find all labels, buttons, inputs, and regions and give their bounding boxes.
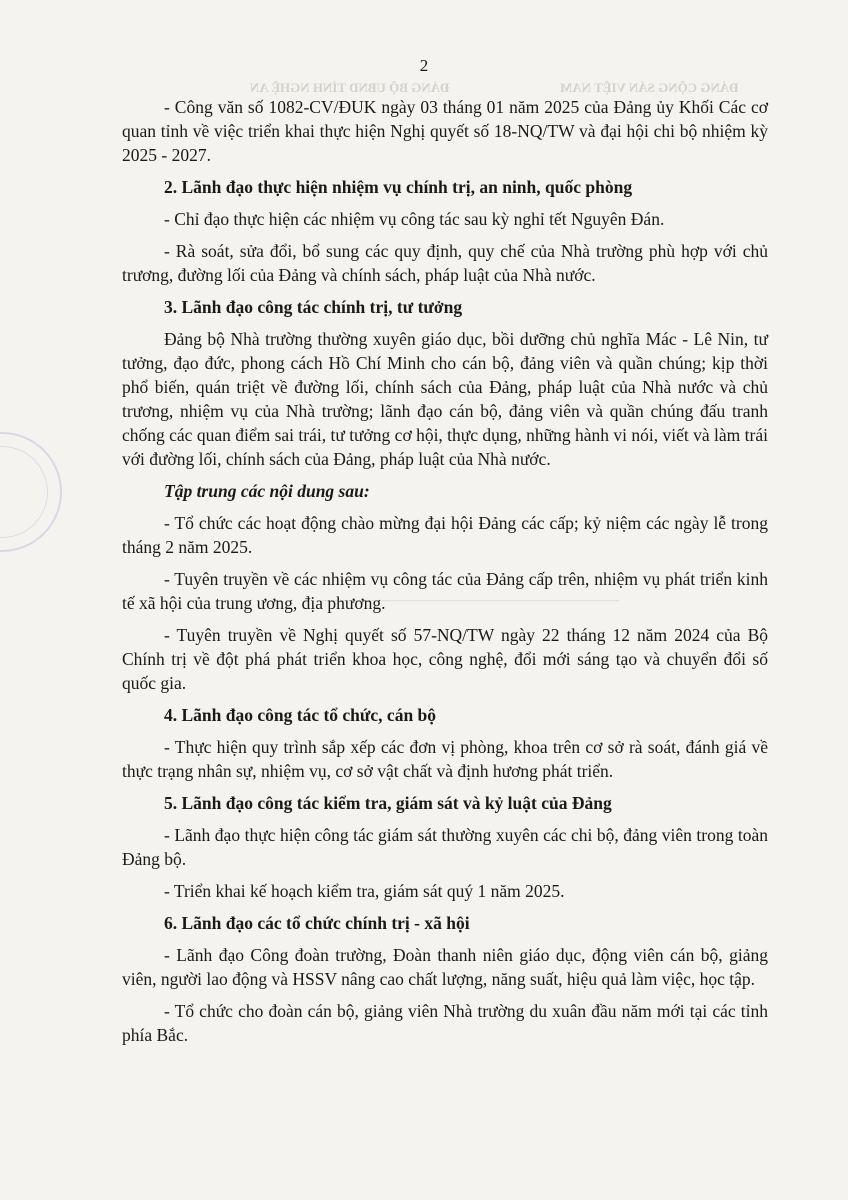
paragraph: Đảng bộ Nhà trường thường xuyên giáo dục, bồi dưỡng chủ nghĩa Mác - Lê Nin, tư tưởng, đạo đức, phong cách Hồ Chí Minh cho cán bộ, đảng viên và quần chúng; kịp thời phổ biến, quán triệt về đường lối, chính sách của Đảng, pháp luật của Nhà nước và chủ trương, nhiệm vụ của Nhà trường; lãnh đạo cán bộ, đảng viên và quần chúng đấu tranh chống các quan điểm sai trái, tư tưởng cơ hội, thực dụng, những hành vi nói, viết và làm trái với đường lối, chính sách của Đảng, pháp luật của Nhà nước. xyxy=(122,329,768,469)
paragraph: - Thực hiện quy trình sắp xếp các đơn vị phòng, khoa trên cơ sở rà soát, đánh giá về thực trạng nhân sự, nhiệm vụ, cơ sở vật chất và định hương phát triển. xyxy=(122,737,768,781)
paragraph: - Tổ chức cho đoàn cán bộ, giảng viên Nhà trường du xuân đầu năm mới tại các tỉnh phía Bắc. xyxy=(122,1001,768,1045)
section-heading: 6. Lãnh đạo các tổ chức chính trị - xã hội xyxy=(164,913,470,933)
paragraph: - Lãnh đạo thực hiện công tác giám sát thường xuyên các chi bộ, đảng viên trong toàn Đảng bộ. xyxy=(122,825,768,869)
section-heading: 4. Lãnh đạo công tác tổ chức, cán bộ xyxy=(164,705,437,725)
show-through-line: ——————————————————————— xyxy=(320,592,619,607)
paragraph: - Triển khai kế hoạch kiểm tra, giám sát quý 1 năm 2025. xyxy=(164,881,565,901)
page-number: 2 xyxy=(419,56,429,75)
seal-show-through xyxy=(0,432,62,552)
document-body xyxy=(122,95,768,1055)
paragraph: - Tuyên truyền về Nghị quyết số 57-NQ/TW ngày 22 tháng 12 năm 2024 của Bộ Chính trị về đột phá phát triển khoa học, công nghệ, đổi mới sáng tạo và chuyển đổi số quốc gia. xyxy=(122,625,768,693)
paragraph: - Rà soát, sửa đổi, bổ sung các quy định, quy chế của Nhà trường phù hợp với chủ trương, đường lối của Đảng và chính sách, pháp luật của Nhà nước. xyxy=(122,241,768,285)
section-heading: 3. Lãnh đạo công tác chính trị, tư tưởng xyxy=(164,297,463,317)
paragraph: - Lãnh đạo Công đoàn trường, Đoàn thanh niên giáo dục, động viên cán bộ, giảng viên, người lao động và HSSV nâng cao chất lượng, năng suất, hiệu quả làm việc, học tập. xyxy=(122,945,768,989)
subheading: Tập trung các nội dung sau: xyxy=(164,481,370,501)
paragraph: - Công văn số 1082-CV/ĐUK ngày 03 tháng 01 năm 2025 của Đảng ủy Khối Các cơ quan tỉnh về việc triển khai thực hiện Nghị quyết số 18-NQ/TW và đại hội chi bộ nhiệm kỳ 2025 - 2027. xyxy=(122,97,768,165)
section-heading: 5. Lãnh đạo công tác kiểm tra, giám sát và kỷ luật của Đảng xyxy=(164,793,612,813)
paragraph: - Tuyên truyền về các nhiệm vụ công tác của Đảng cấp trên, nhiệm vụ phát triển kinh tế xã hội của trung ương, địa phương. xyxy=(122,569,768,613)
section-heading: 2. Lãnh đạo thực hiện nhiệm vụ chính trị, an ninh, quốc phòng xyxy=(164,177,633,197)
paragraph: - Tổ chức các hoạt động chào mừng đại hội Đảng các cấp; kỷ niệm các ngày lễ trong tháng 2 năm 2025. xyxy=(122,513,768,557)
show-through-header-right: ĐẢNG CỘNG SẢN VIỆT NAM xyxy=(560,80,739,95)
paragraph: - Chỉ đạo thực hiện các nhiệm vụ công tác sau kỳ nghỉ tết Nguyên Đán. xyxy=(164,209,665,229)
show-through-header-left: ĐẢNG BỘ UBND TỈNH NGHỆ AN xyxy=(250,80,450,95)
